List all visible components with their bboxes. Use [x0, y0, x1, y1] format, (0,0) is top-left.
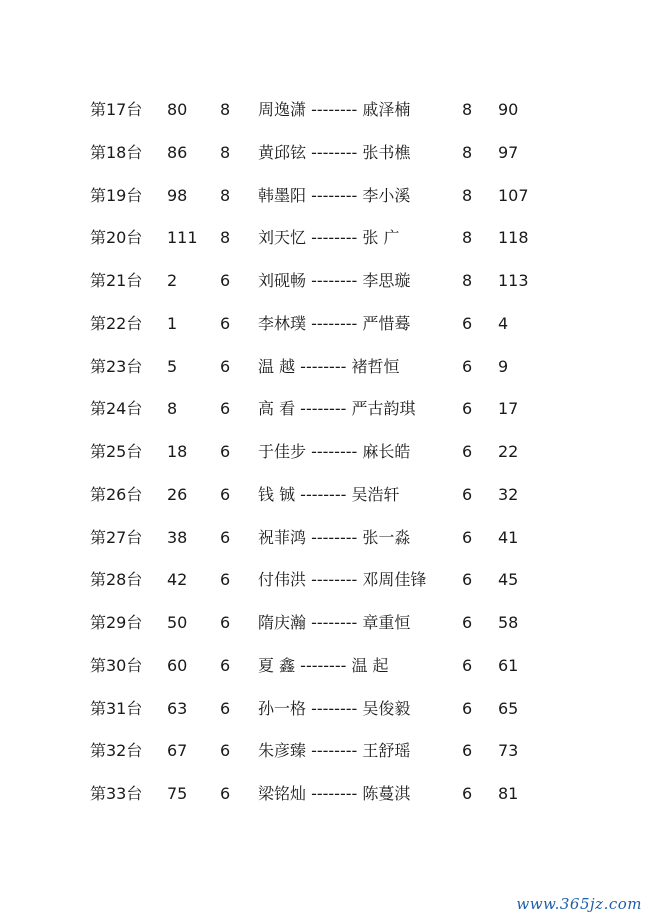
player-b-number: 107 — [498, 185, 529, 205]
player-b-number: 17 — [498, 399, 519, 419]
board-label: 第31台 — [90, 698, 143, 718]
player-a-number: 75 — [167, 784, 188, 803]
player-b-points: 6 — [462, 313, 473, 333]
player-b-points: 8 — [462, 271, 473, 290]
player-a-number: 1 — [167, 313, 178, 333]
player-b-points: 8 — [462, 228, 473, 248]
player-b-number: 22 — [498, 442, 519, 461]
table-row — [0, 608, 650, 638]
player-b-number: 118 — [498, 228, 529, 248]
match-pairing: 付伟洪 -------- 邓周佳锋 — [258, 570, 427, 590]
player-b-points: 6 — [462, 698, 473, 718]
table-row — [0, 138, 650, 168]
player-b-points: 6 — [462, 442, 473, 461]
player-a-points: 6 — [220, 655, 231, 675]
board-label: 第26台 — [90, 484, 143, 504]
player-b-points: 6 — [462, 613, 473, 632]
player-b-number: 81 — [498, 784, 519, 803]
table-row — [0, 309, 650, 339]
match-pairing: 朱彦臻 -------- 王舒瑶 — [258, 741, 411, 761]
table-row — [0, 651, 650, 681]
player-a-points: 6 — [220, 613, 231, 632]
board-label: 第29台 — [90, 613, 143, 632]
table-row — [0, 736, 650, 766]
player-a-number: 50 — [167, 613, 188, 632]
match-pairing: 温 越 -------- 褚哲恒 — [258, 356, 400, 376]
board-label: 第32台 — [90, 741, 143, 761]
player-b-points: 6 — [462, 655, 473, 675]
player-a-points: 6 — [220, 698, 231, 718]
player-a-points: 6 — [220, 399, 231, 419]
match-pairing: 于佳步 -------- 麻长皓 — [258, 442, 411, 461]
table-row — [0, 266, 650, 296]
player-b-points: 6 — [462, 484, 473, 504]
player-a-points: 6 — [220, 527, 231, 547]
player-a-number: 111 — [167, 228, 198, 248]
player-a-number: 60 — [167, 655, 188, 675]
player-b-points: 6 — [462, 570, 473, 590]
player-b-number: 97 — [498, 142, 519, 162]
player-b-number: 4 — [498, 313, 509, 333]
player-a-points: 8 — [220, 100, 231, 119]
player-b-number: 45 — [498, 570, 519, 590]
board-label: 第18台 — [90, 142, 143, 162]
player-a-points: 6 — [220, 784, 231, 803]
table-row — [0, 95, 650, 125]
player-a-points: 6 — [220, 484, 231, 504]
player-b-number: 90 — [498, 100, 519, 119]
player-b-points: 6 — [462, 741, 473, 761]
board-label: 第25台 — [90, 442, 143, 461]
table-row — [0, 352, 650, 382]
player-b-number: 32 — [498, 484, 519, 504]
player-a-points: 8 — [220, 228, 231, 248]
match-pairing: 刘天忆 -------- 张 广 — [258, 228, 400, 248]
board-label: 第23台 — [90, 356, 143, 376]
board-label: 第24台 — [90, 399, 143, 419]
player-b-points: 8 — [462, 142, 473, 162]
match-pairing: 黄邱铉 -------- 张书樵 — [258, 142, 411, 162]
match-pairing: 祝菲鸿 -------- 张一淼 — [258, 527, 411, 547]
player-b-number: 73 — [498, 741, 519, 761]
player-a-points: 6 — [220, 356, 231, 376]
match-pairing: 隋庆瀚 -------- 章重恒 — [258, 613, 411, 632]
table-row — [0, 779, 650, 809]
player-a-points: 6 — [220, 313, 231, 333]
match-pairing: 高 看 -------- 严古韵琪 — [258, 399, 416, 419]
player-a-points: 6 — [220, 741, 231, 761]
match-pairing: 刘砚畅 -------- 李思璇 — [258, 271, 411, 290]
player-a-number: 5 — [167, 356, 178, 376]
player-a-number: 98 — [167, 185, 188, 205]
player-b-number: 58 — [498, 613, 519, 632]
player-b-points: 6 — [462, 527, 473, 547]
table-row — [0, 480, 650, 510]
match-pairing: 梁铭灿 -------- 陈蔓淇 — [258, 784, 411, 803]
player-a-number: 67 — [167, 741, 188, 761]
player-b-points: 6 — [462, 784, 473, 803]
table-row — [0, 437, 650, 467]
board-label: 第22台 — [90, 313, 143, 333]
board-label: 第33台 — [90, 784, 143, 803]
match-pairing: 李林璞 -------- 严惜蓦 — [258, 313, 411, 333]
table-row — [0, 694, 650, 724]
player-a-number: 2 — [167, 271, 178, 290]
match-pairing: 夏 鑫 -------- 温 起 — [258, 655, 389, 675]
player-b-points: 8 — [462, 100, 473, 119]
board-label: 第20台 — [90, 228, 143, 248]
player-a-number: 18 — [167, 442, 188, 461]
player-a-number: 8 — [167, 399, 178, 419]
match-pairing: 周逸潇 -------- 戚泽楠 — [258, 100, 411, 119]
match-pairing: 钱 铖 -------- 吴浩轩 — [258, 484, 400, 504]
match-pairing: 孙一格 -------- 吴俊毅 — [258, 698, 411, 718]
board-label: 第17台 — [90, 100, 143, 119]
player-b-number: 9 — [498, 356, 509, 376]
player-b-number: 41 — [498, 527, 519, 547]
player-b-number: 65 — [498, 698, 519, 718]
player-b-number: 61 — [498, 655, 519, 675]
player-a-number: 63 — [167, 698, 188, 718]
player-a-points: 6 — [220, 442, 231, 461]
site-watermark: www.365jz.com — [516, 895, 642, 913]
board-label: 第21台 — [90, 271, 143, 290]
table-row — [0, 523, 650, 553]
table-row — [0, 394, 650, 424]
player-b-points: 6 — [462, 356, 473, 376]
player-b-number: 113 — [498, 271, 529, 290]
table-row — [0, 223, 650, 253]
player-a-points: 6 — [220, 570, 231, 590]
table-row — [0, 181, 650, 211]
player-a-number: 80 — [167, 100, 188, 119]
board-label: 第19台 — [90, 185, 143, 205]
player-a-number: 86 — [167, 142, 188, 162]
table-row — [0, 565, 650, 595]
player-a-points: 6 — [220, 271, 231, 290]
board-label: 第27台 — [90, 527, 143, 547]
player-b-points: 8 — [462, 185, 473, 205]
player-a-number: 38 — [167, 527, 188, 547]
player-a-number: 42 — [167, 570, 188, 590]
player-b-points: 6 — [462, 399, 473, 419]
match-pairing: 韩墨阳 -------- 李小溪 — [258, 185, 411, 205]
player-a-points: 8 — [220, 142, 231, 162]
player-a-points: 8 — [220, 185, 231, 205]
player-a-number: 26 — [167, 484, 188, 504]
board-label: 第28台 — [90, 570, 143, 590]
board-label: 第30台 — [90, 655, 143, 675]
